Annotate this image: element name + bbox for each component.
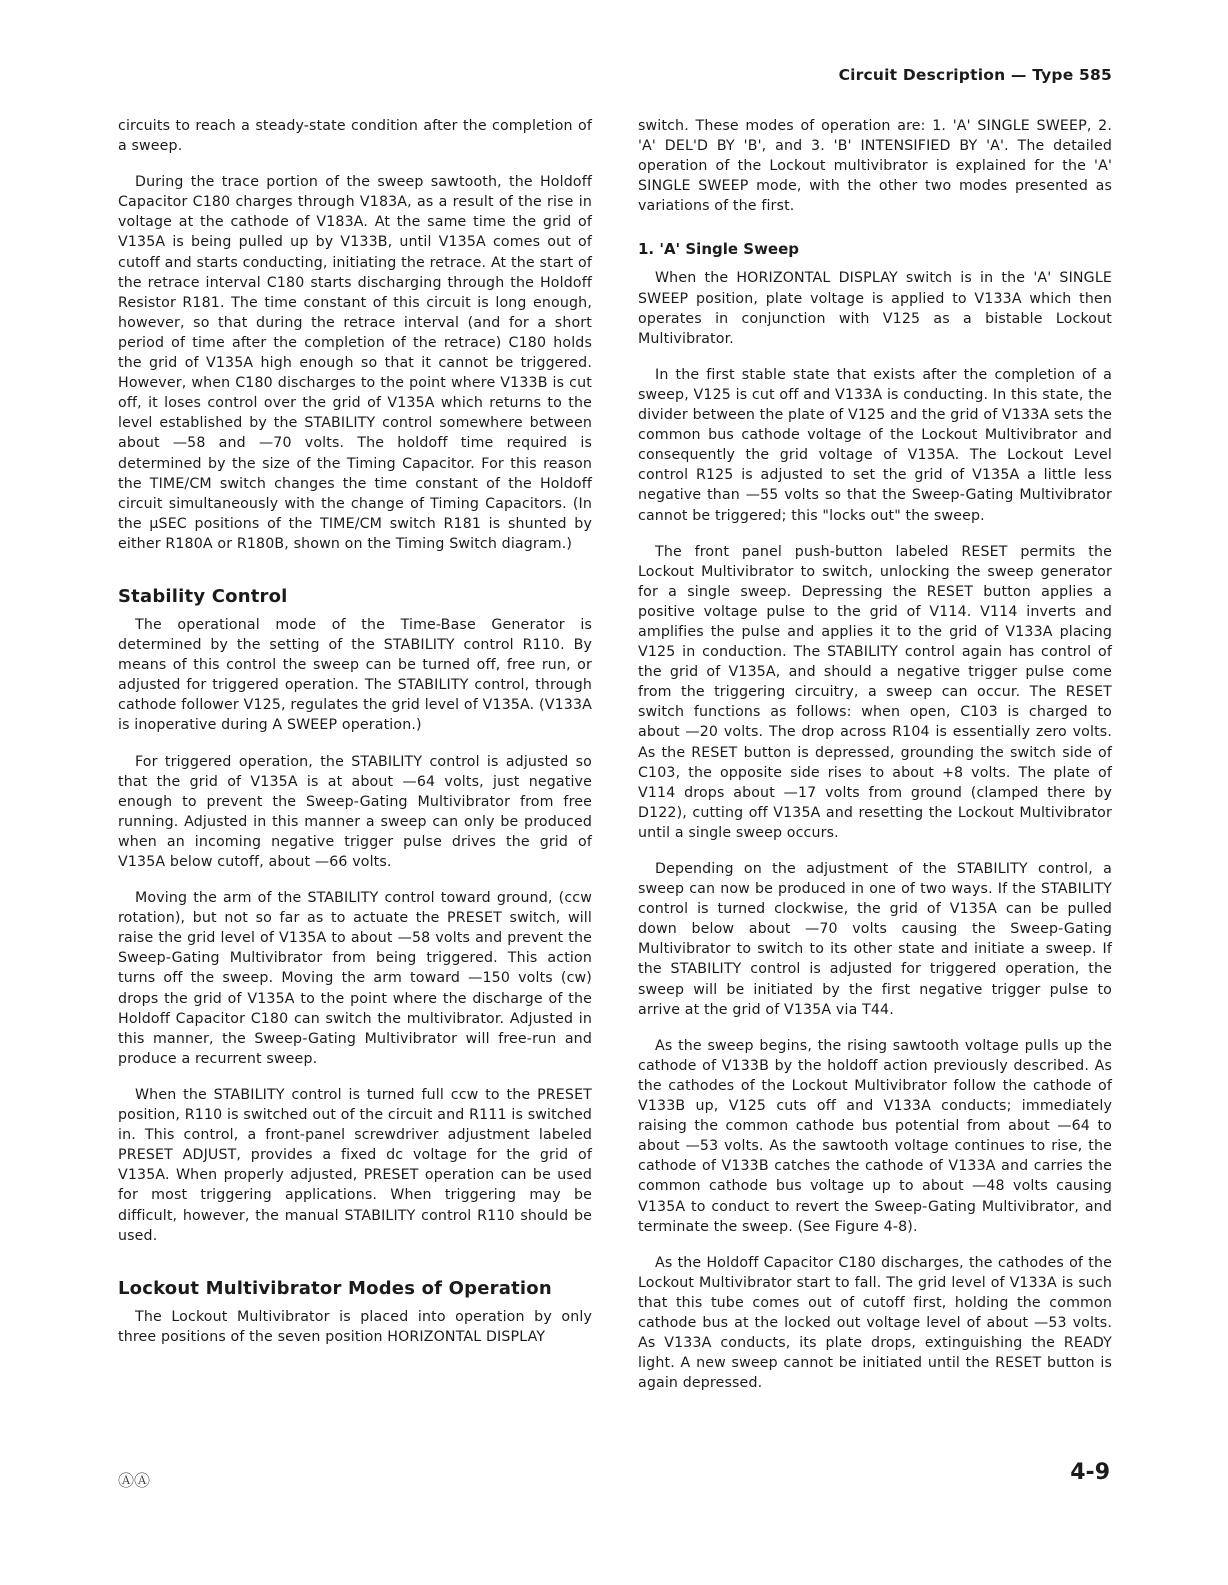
paragraph: When the HORIZONTAL DISPLAY switch is in the 'A' SINGLE SWEEP position, plate voltage is applied to V133A which then operates in conjunction with V125 as a bistable Lockout Multivibrator.: [638, 270, 1112, 347]
publisher-logo-icon: ⒶⒶ: [118, 1471, 151, 1490]
paragraph: Moving the arm of the STABILITY control toward ground, (ccw rotation), but not so far as to actuate the PRESET switch, will raise the grid level of V135A to about —58 volts and prevent the Sweep-Gating Multivibrator from being triggered. This action turns off the sweep. Moving the arm toward —150 volts (cw) drops the grid of V135A to the point where the discharge of the Holdoff Capacitor C180 can switch the multivibrator. Adjusted in this manner, the Sweep-Gating Multivibrator will free-run and produce a recurrent sweep.: [118, 890, 592, 1067]
paragraph: When the STABILITY control is turned full ccw to the PRESET position, R110 is switched out of the circuit and R111 is switched in. This control, a front-panel screwdriver adjustment labeled PRESET ADJUST, provides a fixed dc voltage for the grid of V135A. When properly adjusted, PRESET operation can be used for most triggering applications. When triggering may be difficult, however, the manual STABILITY control R110 should be used.: [118, 1086, 592, 1244]
page-number: 4-9: [1070, 1460, 1110, 1485]
paragraph: For triggered operation, the STABILITY control is adjusted so that the grid of V135A is at about —64 volts, just negative enough to prevent the Sweep-Gating Multivibrator from free running. Adjusted in this manner a sweep can only be produced when an incoming negative trigger pulse drives the grid of V135A below cutoff, about —66 volts.: [118, 753, 592, 870]
right-column: [638, 116, 1112, 1409]
left-column: [118, 116, 592, 1363]
paragraph: As the sweep begins, the rising sawtooth voltage pulls up the cathode of V133B by the holdoff action previously described. As the cathodes of the Lockout Multivibrator follow the cathode of V133B up, V125 cuts off and V133A conducts; immediately raising the common cathode bus potential from about —64 to about —53 volts. As the sawtooth voltage continues to rise, the cathode of V133B catches the cathode of V133A and carries the common cathode bus voltage up to about —48 volts causing V135A to conduct to revert the Sweep-Gating Multivibrator, and terminate the sweep. (See Figure 4-8).: [638, 1037, 1112, 1235]
paragraph: As the Holdoff Capacitor C180 discharges, the cathodes of the Lockout Multivibrator start to fall. The grid level of V133A is such that this tube comes out of cutoff first, holding the common cathode bus at the locked out voltage level of about —53 volts. As V133A conducts, its plate drops, extinguishing the READY light. A new sweep cannot be initiated until the RESET button is again depressed.: [638, 1254, 1112, 1392]
paragraph: circuits to reach a steady-state condition after the completion of a sweep.: [118, 118, 592, 155]
section-heading-stability-control: Stability Control: [118, 585, 288, 607]
section-heading-lockout-multivibrator: Lockout Multivibrator Modes of Operation: [118, 1277, 552, 1299]
paragraph: In the first stable state that exists after the completion of a sweep, V125 is cut off and V133A is conducting. In this state, the divider between the plate of V125 and the grid of V133A sets the common bus cathode voltage of the Lockout Multivibrator and consequently the grid voltage of V135A. The Lockout Level control R125 is adjusted to set the grid of V135A a little less negative than —55 volts so that the Sweep-Gating Multivibrator cannot be triggered; this "locks out" the sweep.: [638, 366, 1112, 524]
running-header: Circuit Description — Type 585: [838, 66, 1112, 84]
paragraph: The front panel push-button labeled RESET permits the Lockout Multivibrator to switch, unlocking the sweep generator for a single sweep. Depressing the RESET button applies a positive voltage pulse to the grid of V114. V114 inverts and amplifies the pulse and applies it to the grid of V133A placing V125 in conduction. The STABILITY control again has control of the grid of V135A, and should a negative trigger pulse come from the triggering circuitry, a sweep can occur. The RESET switch functions as follows: when open, C103 is charged to about —20 volts. The drop across R104 is essentially zero volts. As the RESET button is depressed, grounding the switch side of C103, the opposite side rises to about +8 volts. The plate of V114 drops about —17 volts from ground (clamped there by D122), cutting off V135A and resetting the Lockout Multivibrator until a single sweep occurs.: [638, 543, 1112, 841]
subsection-heading-single-sweep: 1. 'A' Single Sweep: [638, 240, 800, 259]
paragraph: switch. These modes of operation are: 1. 'A' SINGLE SWEEP, 2. 'A' DEL'D BY 'B', and 3. 'B' INTENSIFIED BY 'A'. The detailed operation of the Lockout multivibrator is explained for the 'A' SINGLE SWEEP mode, with the other two modes presented as variations of the first.: [638, 118, 1112, 215]
paragraph: During the trace portion of the sweep sawtooth, the Holdoff Capacitor C180 charges through V183A, as a result of the rise in voltage at the cathode of V183A. At the same time the grid of V135A is being pulled up by V133B, until V135A comes out of cutoff and starts conducting, initiating the retrace. At the start of the retrace interval C180 starts discharging through the Holdoff Resistor R181. The time constant of this circuit is long enough, however, so that during the retrace interval (and for a short period of time after the completion of the retrace) C180 holds the grid of V135A high enough so that it cannot be triggered. However, when C180 discharges to the point where V133B is cut off, it loses control over the grid of V135A which returns to the level established by the STABILITY control somewhere between about —58 and —70 volts. The holdoff time required is determined by the size of the Timing Capacitor. For this reason the TIME/CM switch changes the time constant of the Holdoff circuit simultaneously with the change of Timing Capacitors. (In the μSEC positions of the TIME/CM switch R181 is shunted by either R180A or R180B, shown on the Timing Switch diagram.): [118, 174, 592, 552]
paragraph: Depending on the adjustment of the STABILITY control, a sweep can now be produced in one of two ways. If the STABILITY control is turned clockwise, the grid of V135A can be pulled down below about —70 volts causing the Sweep-Gating Multivibrator to switch to its other state and initiate a sweep. If the STABILITY control is adjusted for triggered operation, the sweep will be initiated by the first negative trigger pulse to arrive at the grid of V135A via T44.: [638, 861, 1112, 1018]
paragraph: The operational mode of the Time-Base Generator is determined by the setting of the STABILITY control R110. By means of this control the sweep can be turned off, free run, or adjusted for triggered operation. The STABILITY control, through cathode follower V125, regulates the grid level of V135A. (V133A is inoperative during A SWEEP operation.): [118, 616, 592, 734]
paragraph: The Lockout Multivibrator is placed into operation by only three positions of the seven position HORIZONTAL DISPLAY: [118, 1308, 592, 1345]
